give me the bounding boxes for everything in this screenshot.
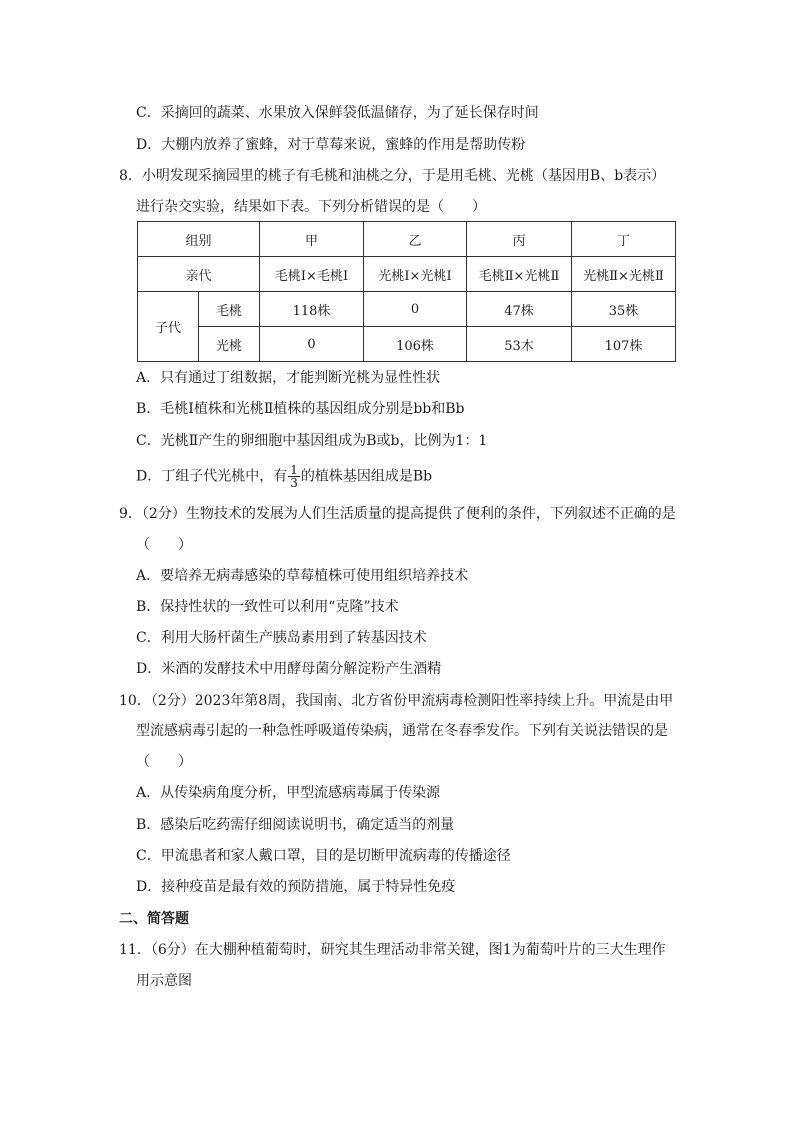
q8-stem-line2: 进行杂交实验，结果如下表。下列分析错误的是（ ） xyxy=(136,199,486,215)
q9-option-b: B．保持性状的一致性可以利用“克隆”技术 xyxy=(136,599,399,615)
q8-option-a: A．只有通过丁组数据，才能判断光桃为显性性状 xyxy=(136,370,441,386)
q10-option-b: B．感染后吃药需仔细阅读说明书，确定适当的剂量 xyxy=(136,817,455,833)
q8-option-c: C．光桃Ⅱ产生的卵细胞中基因组成为B或b，比例为1：1 xyxy=(136,433,488,449)
q9-option-a: A．要培养无病毒感染的草莓植株可使用组织培养技术 xyxy=(136,568,469,584)
q9-option-d: D．米酒的发酵技术中用酵母菌分解淀粉产生酒精 xyxy=(136,661,442,677)
cell-guangtao-yi: 106株 xyxy=(364,327,467,362)
row-label-maotao: 毛桃 xyxy=(199,292,260,327)
group-jia: 甲 xyxy=(260,222,364,257)
q8-option-b: B．毛桃Ⅰ植株和光桃Ⅱ植株的基因组成分别是bb和Bb xyxy=(136,401,465,417)
parent-yi: 光桃Ⅰ×光桃Ⅰ xyxy=(364,257,467,292)
fraction-denominator: 3 xyxy=(290,476,298,490)
header-child: 子代 xyxy=(138,292,199,362)
header-group: 组别 xyxy=(138,222,260,257)
genetics-table xyxy=(137,221,676,362)
q7-option-d: D．大棚内放养了蜜蜂，对于草莓来说，蜜蜂的作用是帮助传粉 xyxy=(136,137,526,153)
q11-stem-line2: 用示意图 xyxy=(136,973,192,989)
q8-option-d-post: 的植株基因组成是Bb xyxy=(300,468,433,485)
cell-maotao-yi: 0 xyxy=(364,292,467,327)
parent-ding: 光桃Ⅱ×光桃Ⅱ xyxy=(572,257,676,292)
fraction xyxy=(288,464,300,489)
row-label-guangtao: 光桃 xyxy=(199,327,260,362)
section-title: 二、简答题 xyxy=(119,911,189,927)
q9-option-c: C．利用大肠杆菌生产胰岛素用到了转基因技术 xyxy=(136,630,427,646)
q8-option-d-pre: D．丁组子代光桃中，有 xyxy=(136,468,288,485)
cell-guangtao-ding: 107株 xyxy=(572,327,676,362)
q10-option-d: D．接种疫苗是最有效的预防措施，属于特异性免疫 xyxy=(136,879,456,895)
cell-maotao-ding: 35株 xyxy=(572,292,676,327)
q8-stem-line1: 8．小明发现采摘园里的桃子有毛桃和油桃之分，于是用毛桃、光桃（基因用B、b表示） xyxy=(119,168,666,184)
group-yi: 乙 xyxy=(364,222,467,257)
parent-bing: 毛桃Ⅱ×光桃Ⅱ xyxy=(467,257,572,292)
q9-stem-line2: （ ） xyxy=(136,537,192,553)
group-bing: 丙 xyxy=(467,222,572,257)
cell-maotao-bing: 47株 xyxy=(467,292,572,327)
q7-option-c: C．采摘回的蔬菜、水果放入保鲜袋低温储存，为了延长保存时间 xyxy=(136,105,539,121)
group-ding: 丁 xyxy=(572,222,676,257)
cell-guangtao-jia: 0 xyxy=(260,327,364,362)
fraction-numerator: 1 xyxy=(290,463,298,477)
q9-stem-line1: 9．（2分）生物技术的发展为人们生活质量的提高提供了便利的条件，下列叙述不正确的是 xyxy=(119,506,676,522)
header-parent: 亲代 xyxy=(138,257,260,292)
parent-jia: 毛桃Ⅰ×毛桃Ⅰ xyxy=(260,257,364,292)
q10-stem-line2: 型流感病毒引起的一种急性呼吸道传染病，通常在冬春季发作。下列有关说法错误的是 xyxy=(136,723,668,739)
q10-option-a: A．从传染病角度分析，甲型流感病毒属于传染源 xyxy=(136,785,441,801)
cell-maotao-jia: 118株 xyxy=(260,292,364,327)
cell-guangtao-bing: 53木 xyxy=(467,327,572,362)
q10-stem-line3: （ ） xyxy=(136,754,192,770)
q11-stem-line1: 11．（6分）在大棚种植葡萄时，研究其生理活动非常关键，图1为葡萄叶片的三大生理作 xyxy=(119,942,666,958)
q10-stem-line1: 10．（2分）2023年第8周，我国南、北方省份甲流病毒检测阳性率持续上升。甲流是由甲 xyxy=(119,693,674,709)
q8-option-d xyxy=(136,464,432,489)
q10-option-c: C．甲流患者和家人戴口罩，目的是切断甲流病毒的传播途径 xyxy=(136,848,511,864)
